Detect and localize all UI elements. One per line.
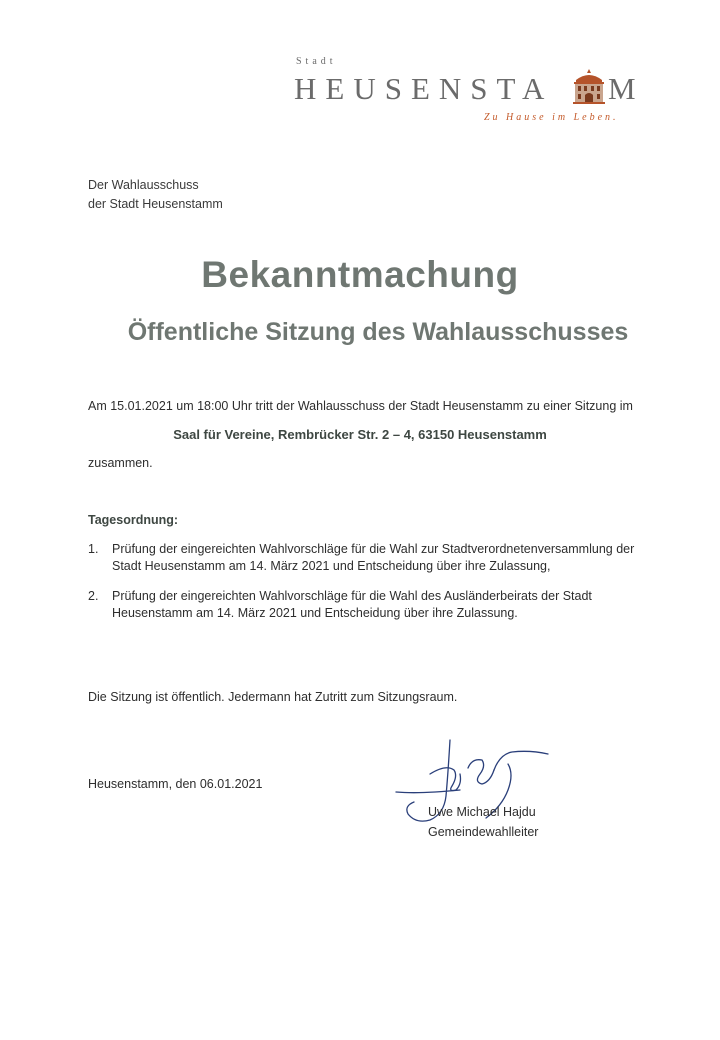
closing-word: zusammen.: [88, 456, 153, 470]
agenda-item-text: Prüfung der eingereichten Wahlvorschläge für die Wahl des Ausländerbeirats der Stadt: [112, 589, 592, 603]
logo-small-text: Stadt: [296, 56, 337, 67]
place-date: Heusenstamm, den 06.01.2021: [88, 777, 263, 791]
castle-icon: [572, 68, 606, 104]
page-title: Bekanntmachung: [201, 254, 519, 295]
sender-line: der Stadt Heusenstamm: [88, 197, 223, 211]
logo-name-text: HEUSENSTA: [294, 71, 554, 106]
intro-text: Am 15.01.2021 um 18:00 Uhr tritt der Wahlausschuss der Stadt Heusenstamm zu einer Sitzung im: [88, 399, 633, 413]
logo-tagline: Zu Hause im Leben.: [484, 112, 619, 123]
logo-name-end: M: [608, 71, 636, 106]
meeting-address: Saal für Vereine, Rembrücker Str. 2 – 4, 63150 Heusenstamm: [173, 427, 547, 442]
agenda-item-number: 1.: [88, 542, 99, 556]
agenda-item: [88, 541, 648, 575]
page-subtitle: Öffentliche Sitzung des Wahlausschusses: [127, 318, 629, 346]
agenda-list: [88, 541, 648, 635]
signer-name: Uwe Michael Hajdu: [428, 805, 536, 819]
public-note: Die Sitzung ist öffentlich. Jedermann hat Zutritt zum Sitzungsraum.: [88, 690, 458, 704]
agenda-item-number: 2.: [88, 589, 99, 603]
agenda-heading: Tagesordnung:: [88, 513, 179, 527]
agenda-item-text: Stadt Heusenstamm am 14. März 2021 und Entscheidung über ihre Zulassung,: [112, 559, 551, 573]
agenda-item-text: Heusenstamm am 14. März 2021 und Entscheidung über ihre Zulassung.: [112, 606, 518, 620]
agenda-item-text: Prüfung der eingereichten Wahlvorschläge für die Wahl zur Stadtverordnetenversammlung der: [112, 542, 635, 556]
agenda-item: [88, 588, 648, 622]
sender-line: Der Wahlausschuss: [88, 178, 199, 192]
signer-block: [428, 802, 538, 842]
signer-role: Gemeindewahlleiter: [428, 825, 539, 839]
city-logo: [294, 54, 654, 130]
sender-block: [88, 176, 223, 214]
